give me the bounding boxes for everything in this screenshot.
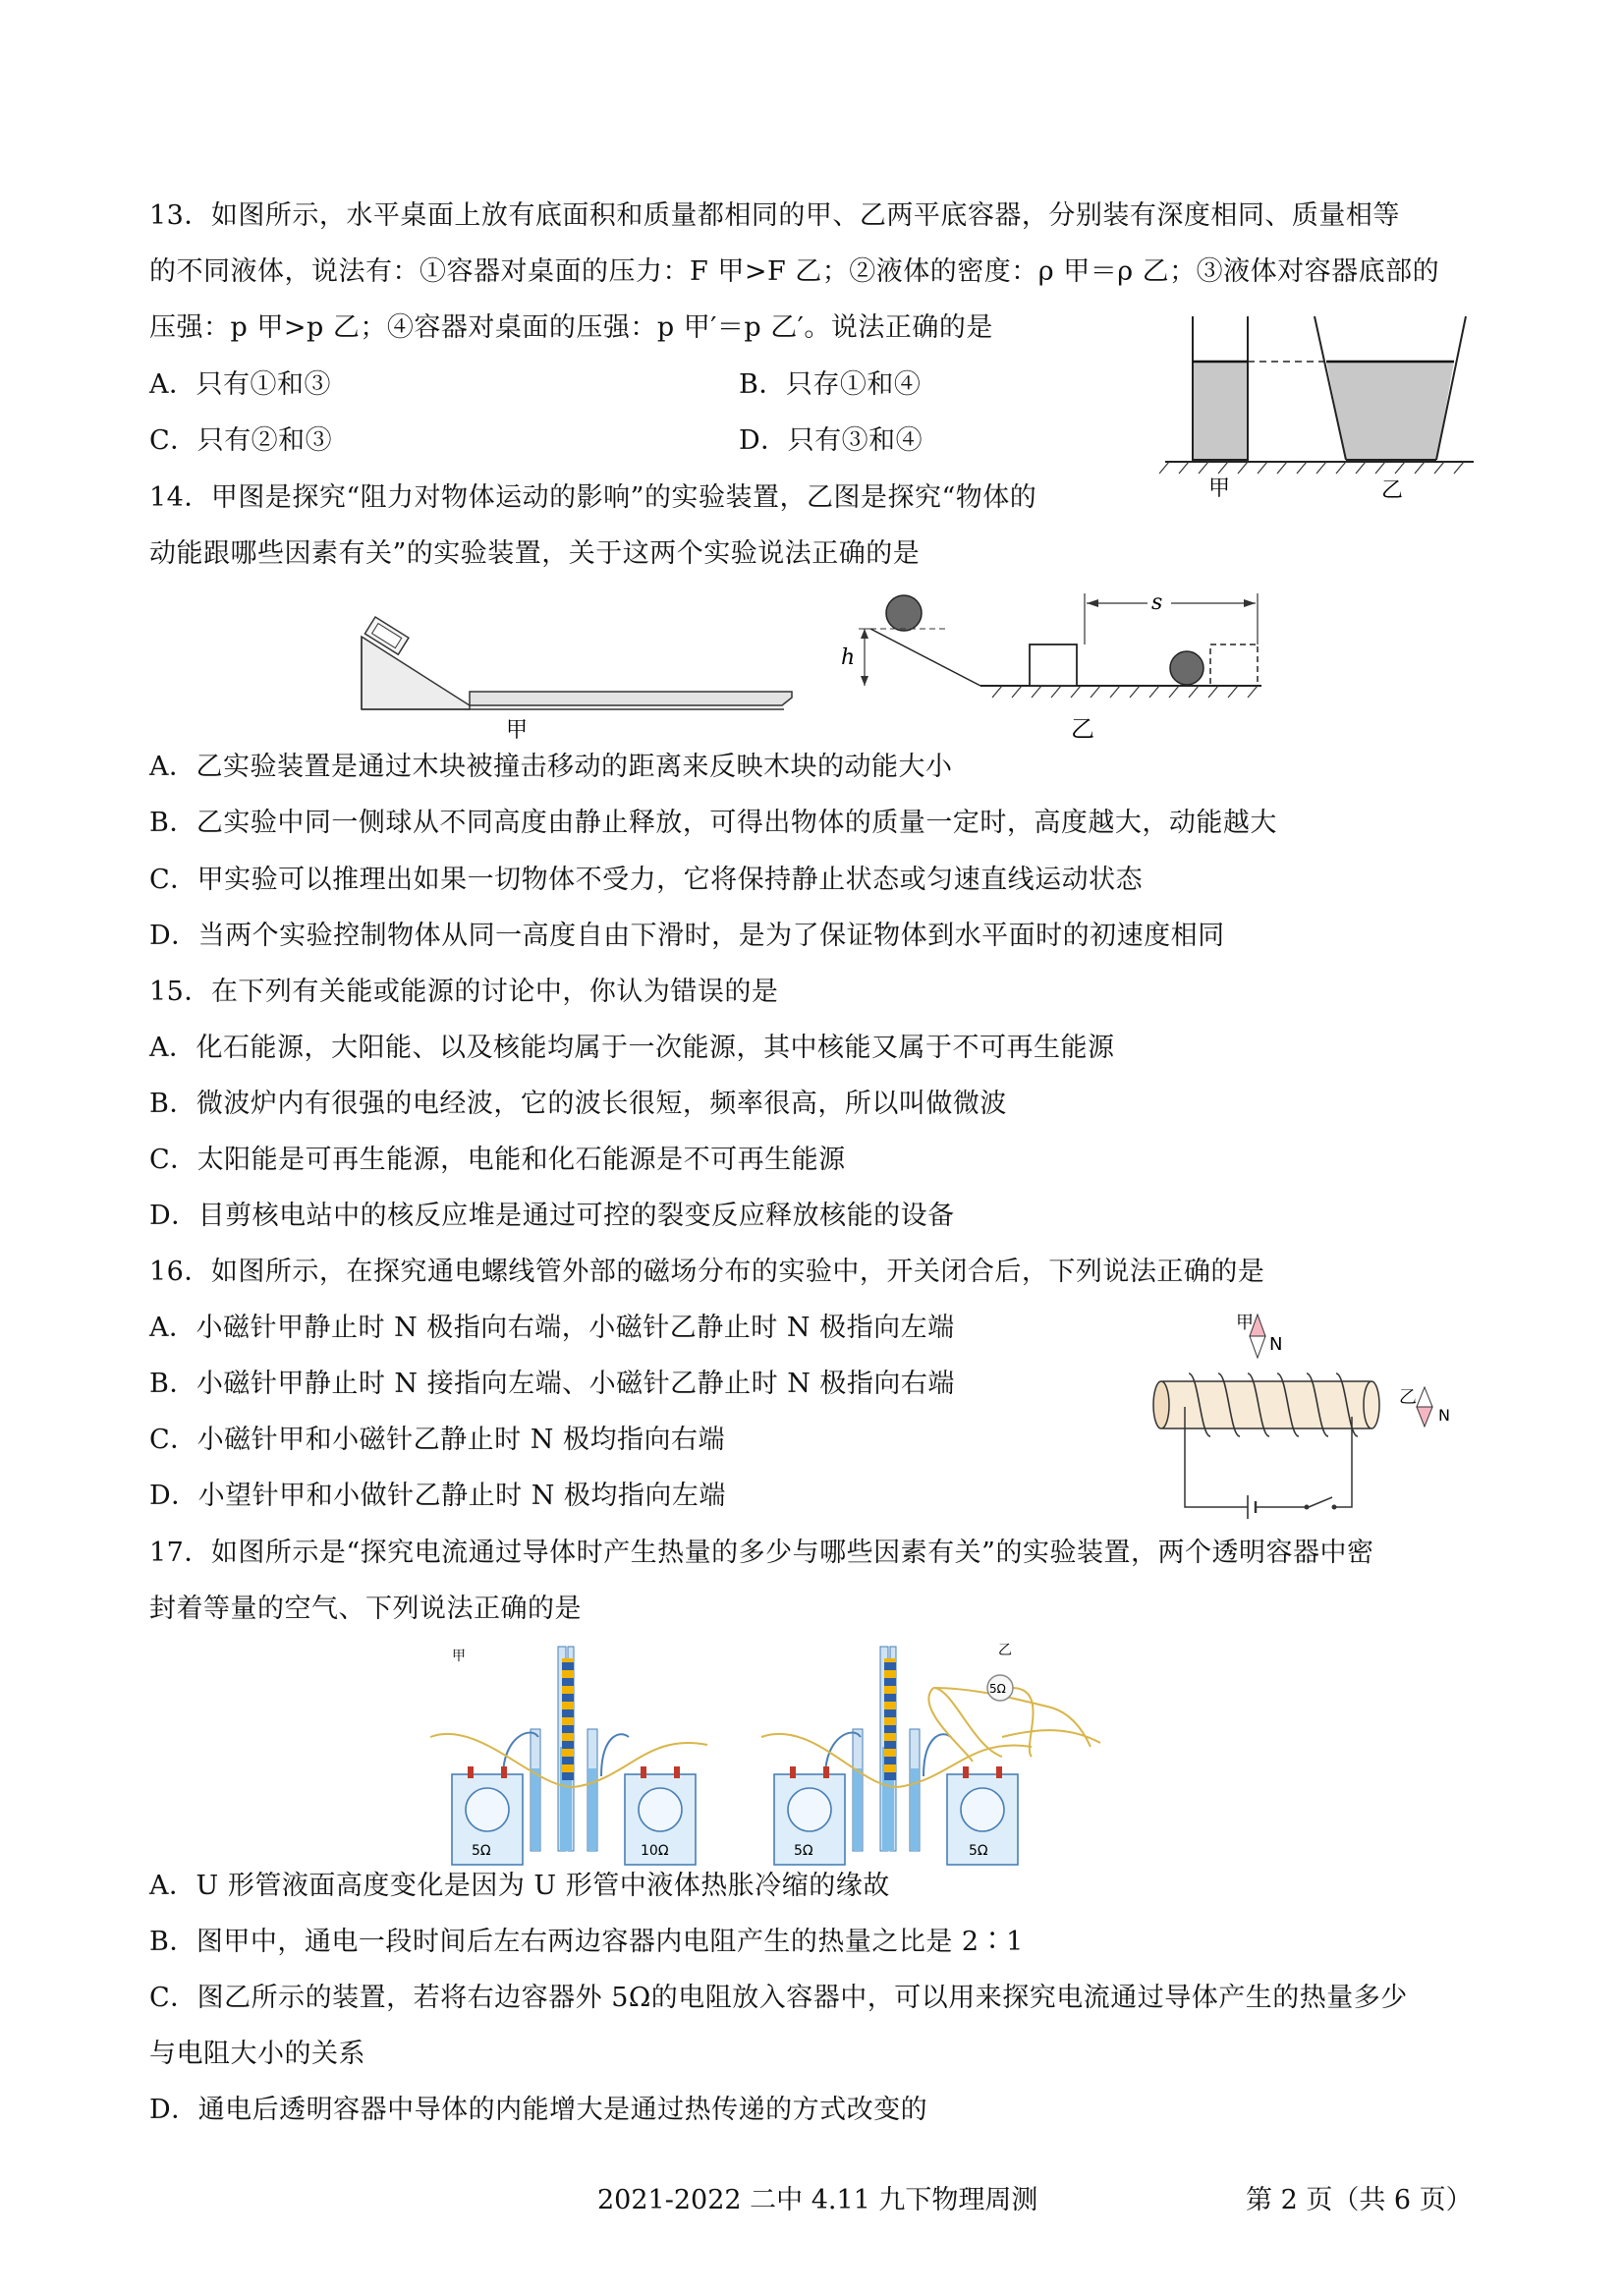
- q13-containers-figure: [1159, 307, 1483, 503]
- q14-stem-line2: 动能跟哪些因素有关”的实验装置，关于这两个实验说法正确的是: [149, 538, 921, 569]
- q14-fig-label-jia: 甲: [506, 718, 529, 743]
- q13-stem-line3: 压强：p 甲>p 乙；④容器对桌面的压强：p 甲′＝p 乙′。说法正确的是: [149, 312, 993, 343]
- q17-yi-external-resistor: 5Ω: [989, 1682, 1006, 1696]
- q16-solenoid-figure: [1149, 1305, 1483, 1521]
- q15-option-a[interactable]: A．化石能源，大阳能、以及核能均属于一次能源，其中核能又属于不可再生能源: [149, 1033, 1115, 1063]
- q13-stem-line1: 13．如图所示，水平桌面上放有底面积和质量都相同的甲、乙两平底容器，分别装有深度相同、质量相等: [149, 200, 1400, 231]
- q14-fig-label-h: h: [841, 645, 856, 670]
- q14-stem-line1: 14．甲图是探究“阻力对物体运动的影响”的实验装置，乙图是探究“物体的: [149, 482, 1037, 513]
- q13-option-d[interactable]: D．只有③和④: [739, 425, 923, 456]
- q16-option-a[interactable]: A．小磁针甲静止时 N 极指向右端，小磁针乙静止时 N 极指向左端: [149, 1313, 955, 1343]
- q16-option-b[interactable]: B．小磁针甲静止时 N 接指向左端、小磁针乙静止时 N 极指向右端: [149, 1369, 955, 1399]
- q15-stem-line1: 15．在下列有关能或能源的讨论中，你认为错误的是: [149, 977, 779, 1007]
- q17-option-b[interactable]: B．图甲中，通电一段时间后左右两边容器内电阻产生的热量之比是 2∶1: [149, 1927, 1024, 1957]
- q13-option-c[interactable]: C．只有②和③: [149, 425, 333, 456]
- q17-apparatus-jia: [430, 1647, 707, 1865]
- q14-option-d[interactable]: D．当两个实验控制物体从同一高度自由下滑时，是为了保证物体到水平面时的初速度相同: [149, 921, 1225, 951]
- q14-option-c[interactable]: C．甲实验可以推理出如果一切物体不受力，它将保持静止状态或匀速直线运动状态: [149, 865, 1144, 895]
- q16-option-c[interactable]: C．小磁针甲和小磁针乙静止时 N 极均指向右端: [149, 1425, 725, 1455]
- q15-option-b[interactable]: B．微波炉内有很强的电经波，它的波长很短，频率很高，所以叫做微波: [149, 1089, 1007, 1119]
- q16-fig-label-n-jia: N: [1269, 1334, 1283, 1355]
- q14-option-a[interactable]: A．乙实验装置是通过木块被撞击移动的距离来反映木块的动能大小: [149, 752, 953, 782]
- q16-fig-label-yi: 乙: [1399, 1387, 1417, 1408]
- q17-option-c-line2: 与电阻大小的关系: [149, 2039, 365, 2069]
- q17-option-d[interactable]: D．通电后透明容器中导体的内能增大是通过热传递的方式改变的: [149, 2095, 928, 2125]
- page-number: 第 2 页（共 6 页）: [1246, 2185, 1473, 2215]
- q14-fig-label-s: s: [1151, 590, 1163, 615]
- q14-option-b[interactable]: B．乙实验中同一侧球从不同高度由静止释放，可得出物体的质量一定时，高度越大，动能越大: [149, 808, 1277, 838]
- q17-jia-left-resistor: 5Ω: [472, 1843, 491, 1859]
- q13-fig-label-jia: 甲: [1208, 476, 1231, 501]
- q17-experiment-figure: [422, 1639, 1228, 1875]
- q15-option-d[interactable]: D．目剪核电站中的核反应堆是通过可控的裂变反应释放核能的设备: [149, 1201, 955, 1231]
- q17-yi-right-resistor: 5Ω: [969, 1843, 988, 1859]
- q15-option-c[interactable]: C．太阳能是可再生能源，电能和化石能源是不可再生能源: [149, 1145, 846, 1175]
- q17-apparatus-yi: [678, 1643, 1100, 1865]
- q16-fig-label-jia: 甲: [1236, 1313, 1254, 1333]
- q13-option-a[interactable]: A．只有①和③: [149, 369, 331, 400]
- q14-fig-label-yi: 乙: [1071, 715, 1094, 743]
- q16-fig-label-n-yi: N: [1438, 1406, 1450, 1425]
- q17-jia-right-resistor: 10Ω: [641, 1843, 669, 1859]
- q17-stem-line1: 17．如图所示是“探究电流通过导体时产生热量的多少与哪些因素有关”的实验装置，两个透明容器中密: [149, 1538, 1374, 1568]
- q17-yi-left-resistor: 5Ω: [794, 1843, 813, 1859]
- q17-option-c-line1[interactable]: C．图乙所示的装置，若将右边容器外 5Ω的电阻放入容器中，可以用来探究电流通过导体产生的热量多少: [149, 1983, 1408, 2013]
- page-footer-title: 2021-2022 二中 4.11 九下物理周测: [597, 2185, 1038, 2215]
- q17-fig-label-jia: 甲: [452, 1649, 466, 1664]
- q13-fig-label-yi: 乙: [1381, 478, 1404, 503]
- q17-option-a[interactable]: A．U 形管液面高度变化是因为 U 形管中液体热胀冷缩的缘故: [149, 1871, 890, 1901]
- q14-experiment-figure: [354, 589, 1297, 747]
- q16-stem-line1: 16．如图所示，在探究通电螺线管外部的磁场分布的实验中，开关闭合后，下列说法正确的是: [149, 1257, 1265, 1287]
- q16-option-d[interactable]: D．小望针甲和小做针乙静止时 N 极均指向左端: [149, 1481, 726, 1511]
- q13-stem-line2: 的不同液体，说法有：①容器对桌面的压力：F 甲>F 乙；②液体的密度：ρ 甲＝ρ 乙；③液体对容器底部的: [149, 256, 1440, 287]
- q17-fig-label-yi: 乙: [998, 1643, 1012, 1658]
- q13-option-b[interactable]: B．只存①和④: [739, 369, 922, 400]
- q17-stem-line2: 封着等量的空气、下列说法正确的是: [149, 1594, 582, 1624]
